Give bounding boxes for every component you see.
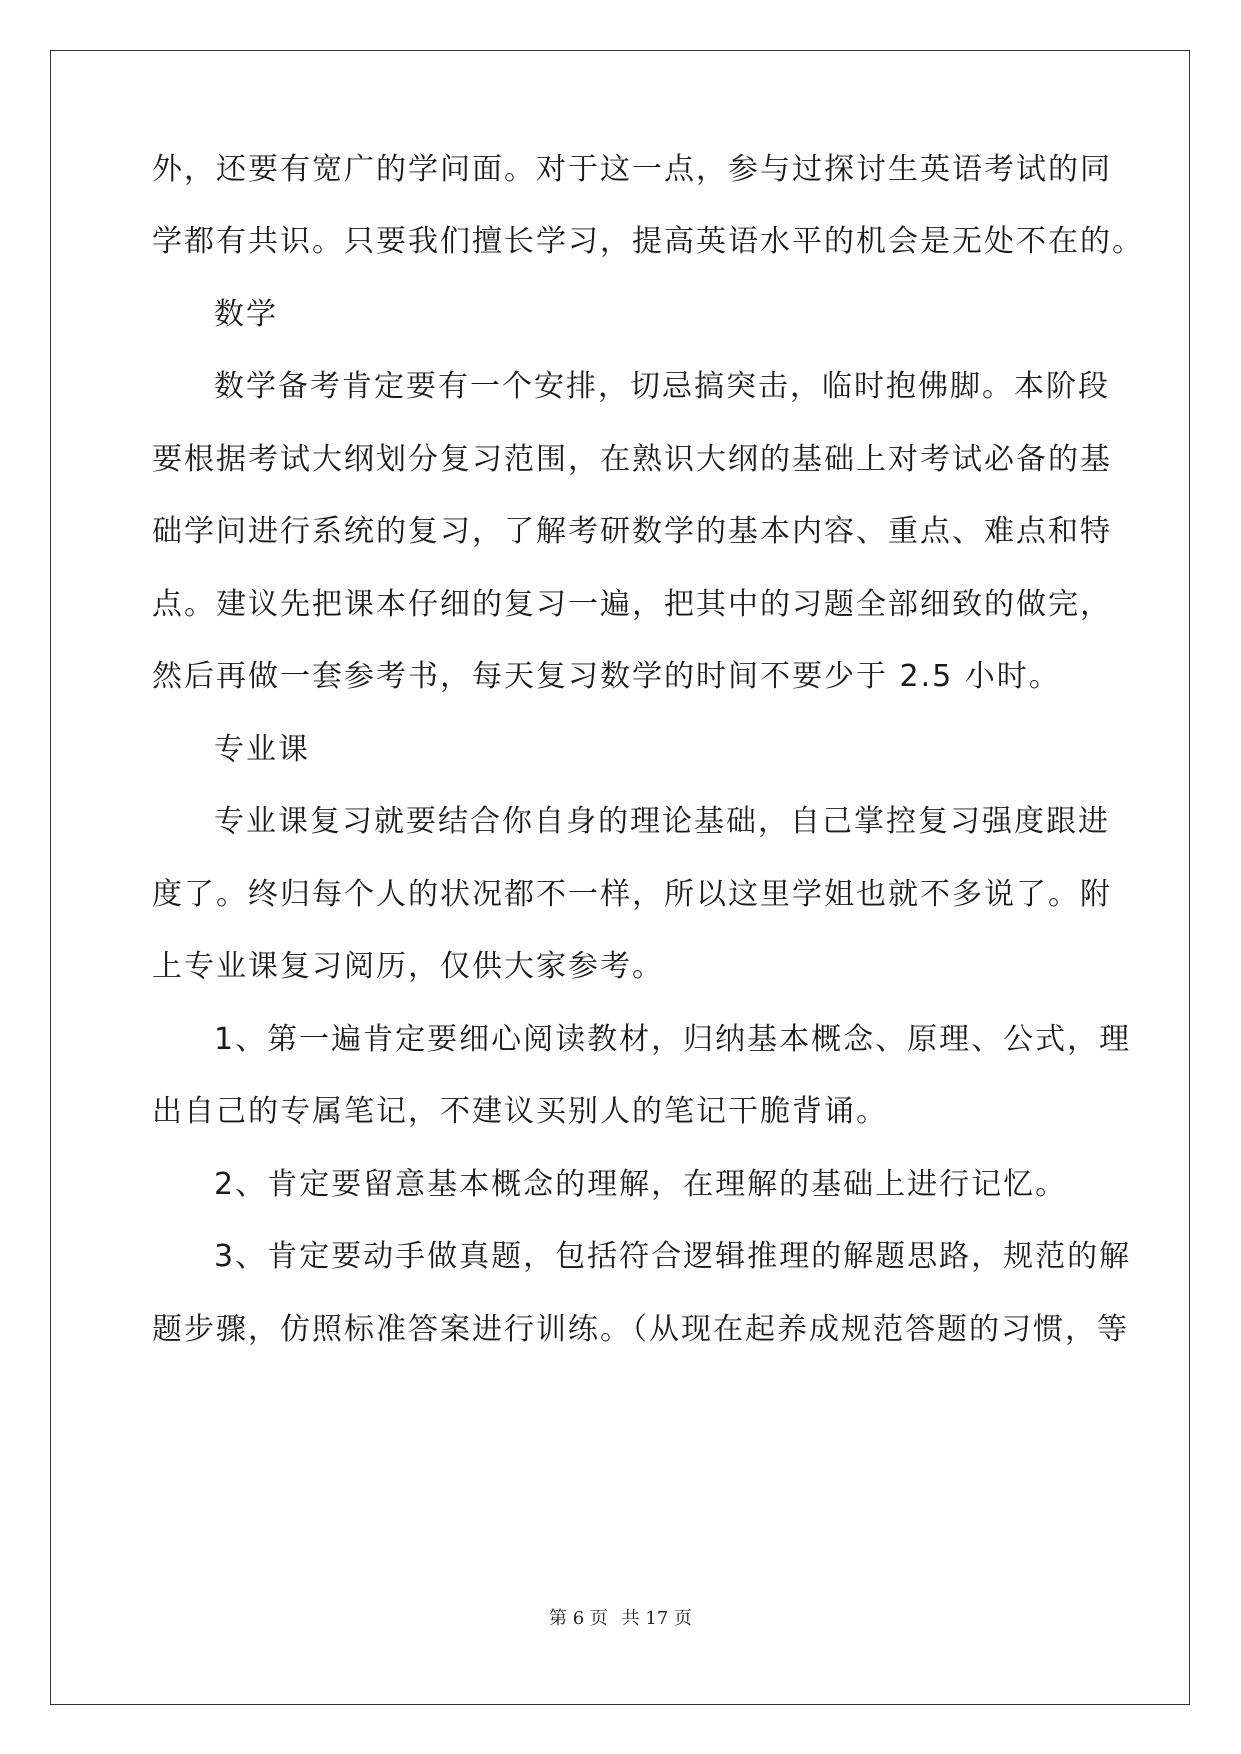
text-line: 学都有共识。只要我们擅长学习，提高英语水平的机会是无处不在的。 — [152, 224, 1144, 259]
text-line: 出自己的专属笔记，不建议买别人的笔记干脆背诵。 — [152, 1094, 888, 1129]
section-heading-math: 数学 — [214, 297, 278, 332]
text-line: 题步骤，仿照标准答案进行训练。（从现在起养成规范答题的习惯，等 — [152, 1312, 1129, 1347]
text-line: 度了。终归每个人的状况都不一样，所以这里学姐也就不多说了。附 — [152, 877, 1112, 912]
text-line: 外，还要有宽广的学问面。对于这一点，参与过探讨生英语考试的同 — [152, 152, 1112, 187]
list-item-2: 2、肯定要留意基本概念的理解，在理解的基础上进行记忆。 — [214, 1167, 1068, 1202]
text-line: 然后再做一套参考书，每天复习数学的时间不要少于 2.5 小时。 — [152, 659, 1061, 694]
text-line: 数学备考肯定要有一个安排，切忌搞突击，临时抱佛脚。本阶段 — [214, 369, 1110, 404]
list-item-1: 1、第一遍肯定要细心阅读教材，归纳基本概念、原理、公式，理 — [214, 1022, 1132, 1057]
total-page-count: 共 17 页 — [621, 1608, 692, 1629]
text-line: 础学问进行系统的复习，了解考研数学的基本内容、重点、难点和特 — [152, 514, 1112, 549]
section-heading-major: 专业课 — [214, 732, 310, 767]
current-page-number: 第 6 页 — [549, 1608, 608, 1629]
text-line: 要根据考试大纲划分复习范围，在熟识大纲的基础上对考试必备的基 — [152, 442, 1112, 477]
page-footer — [0, 1604, 1241, 1630]
text-line: 上专业课复习阅历，仅供大家参考。 — [152, 949, 664, 984]
list-item-3: 3、肯定要动手做真题，包括符合逻辑推理的解题思路，规范的解 — [214, 1239, 1132, 1274]
text-line: 点。建议先把课本仔细的复习一遍，把其中的习题全部细致的做完， — [152, 587, 1112, 622]
text-line: 专业课复习就要结合你自身的理论基础，自己掌控复习强度跟进 — [214, 804, 1110, 839]
